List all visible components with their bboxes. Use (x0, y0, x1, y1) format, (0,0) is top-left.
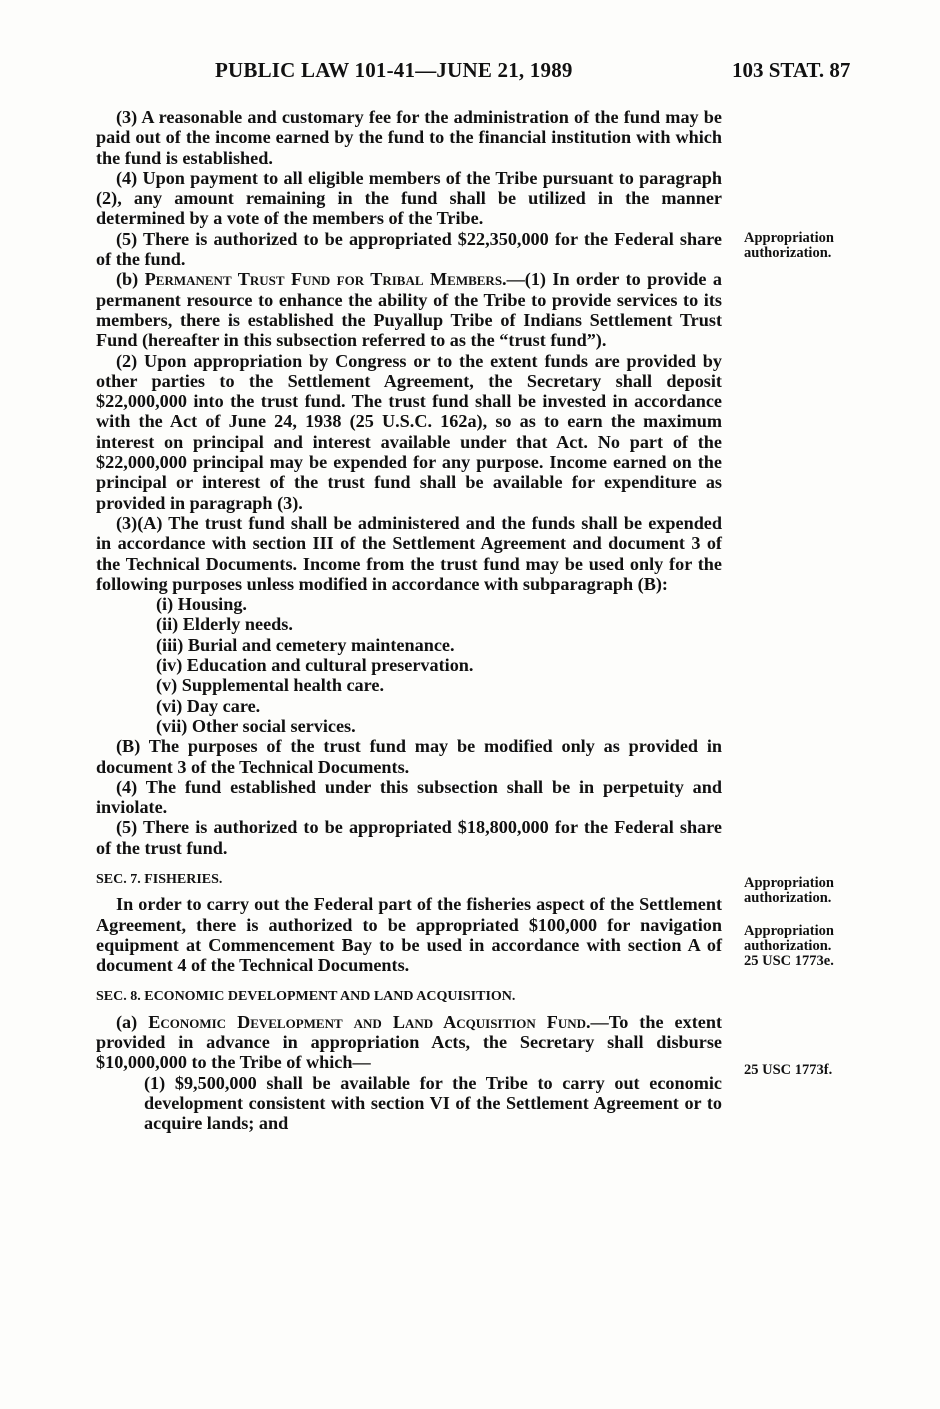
margin-note-line: Appropriation (744, 875, 834, 891)
margin-note-line: 25 USC 1773e. (744, 953, 834, 969)
list-item: (vii) Other social services. (156, 715, 356, 736)
margin-note-appropriation-2 (744, 876, 904, 906)
section-8a-item-1: (1) $9,500,000 shall be available for the Tribe to carry out economic development consistent with section VI of the Settlement Agreement or to acquire lands; and (144, 1072, 722, 1134)
section-8a (96, 1012, 722, 1073)
margin-note-line: Appropriation (744, 230, 834, 246)
section-8a-text: .—To the extent provided in advance in appropriation Acts, the Secretary shall disburse $10,000,000 to the Tribe of which— (96, 1011, 722, 1073)
margin-note-appropriation-1 (744, 231, 904, 261)
paragraph-b3b: (B) The purposes of the trust fund may be modified only as provided in document 3 of the Technical Documents. (96, 736, 722, 777)
margin-note-line: Appropriation (744, 923, 834, 939)
list-item: (iv) Education and cultural preservation. (156, 655, 474, 676)
paragraph-b2: (2) Upon appropriation by Congress or to the extent funds are provided by other parties to the Settlement Agreement, the Secretary shall deposit $22,000,000 into the trust fund. The trust fund shall be invested in accordance with the Act of June 24, 1938 (25 U.S.C. 162a), so as to earn the maximum interest on principal and interest available under that Act. No part of the $22,000,000 principal may be expended for any purpose. Income earned on the principal or interest of the trust fund shall be available for expenditure as provided in paragraph (3). (96, 350, 722, 513)
page-header-title: PUBLIC LAW 101-41—JUNE 21, 1989 (215, 58, 573, 82)
paragraph-a4: (4) Upon payment to all eligible members of the Tribe pursuant to paragraph (2), any amount remaining in the fund shall be utilized in the manner determined by a vote of the members of the Tribe. (96, 167, 722, 229)
paragraph-b5: (5) There is authorized to be appropriated $18,800,000 for the Federal share of the trust fund. (96, 817, 722, 858)
margin-note-line: authorization. (744, 938, 832, 954)
paragraph-b4: (4) The fund established under this subsection shall be in perpetuity and inviolate. (96, 776, 722, 818)
section-7-heading: SEC. 7. FISHERIES. (96, 871, 223, 887)
margin-note-line: authorization. (744, 245, 832, 261)
margin-note-line: authorization. (744, 890, 832, 906)
paragraph-a3: (3) A reasonable and customary fee for the administration of the fund may be paid out of the income earned by the fund to the financial institution with which the fund is established. (96, 107, 722, 168)
list-item: (ii) Elderly needs. (156, 614, 293, 635)
list-item: (vi) Day care. (156, 695, 261, 716)
section-7-text: In order to carry out the Federal part of the fisheries aspect of the Settlement Agreement, there is authorized to be appropriated $100,000 for navigation equipment at Commencement Bay to be used in accordance with section A of document 4 of the Technical Documents. (96, 894, 722, 976)
subsection-b (96, 269, 722, 350)
list-item: (v) Supplemental health care. (156, 675, 385, 696)
list-item: (iii) Burial and cemetery maintenance. (156, 634, 455, 655)
list-item: (i) Housing. (156, 594, 247, 615)
margin-note-usc-1773f: 25 USC 1773f. (744, 1062, 833, 1078)
subsection-b-heading: Permanent Trust Fund for Tribal Members (144, 269, 503, 290)
section-8a-heading: Economic Development and Land Acquisition Fund (148, 1011, 586, 1032)
main-text-column (96, 107, 722, 1134)
page-header-stat-ref: 103 STAT. 87 (732, 58, 851, 82)
section-8-heading: SEC. 8. ECONOMIC DEVELOPMENT AND LAND ACQUISITION. (96, 989, 516, 1005)
subsection-b-text: .—(1) In order to provide a permanent resource to enhance the ability of the Tribe to provide services to its members, there is established the Puyallup Tribe of Indians Settlement Trust Fund (hereafter in this subsection referred to as the “trust fund”). (96, 269, 722, 351)
section-8a-label: (a) (116, 1011, 149, 1032)
paragraph-a5: (5) There is authorized to be appropriated $22,350,000 for the Federal share of the fund. (96, 228, 722, 270)
subsection-b-label: (b) (116, 269, 145, 290)
margin-note-appropriation-3 (744, 924, 904, 969)
paragraph-b3a: (3)(A) The trust fund shall be administered and the funds shall be expended in accordance with section III of the Settlement Agreement and document 3 of the Technical Documents. Income from the trust fund may be used only for the following purposes unless modified in accordance with subparagraph (B): (96, 512, 722, 594)
